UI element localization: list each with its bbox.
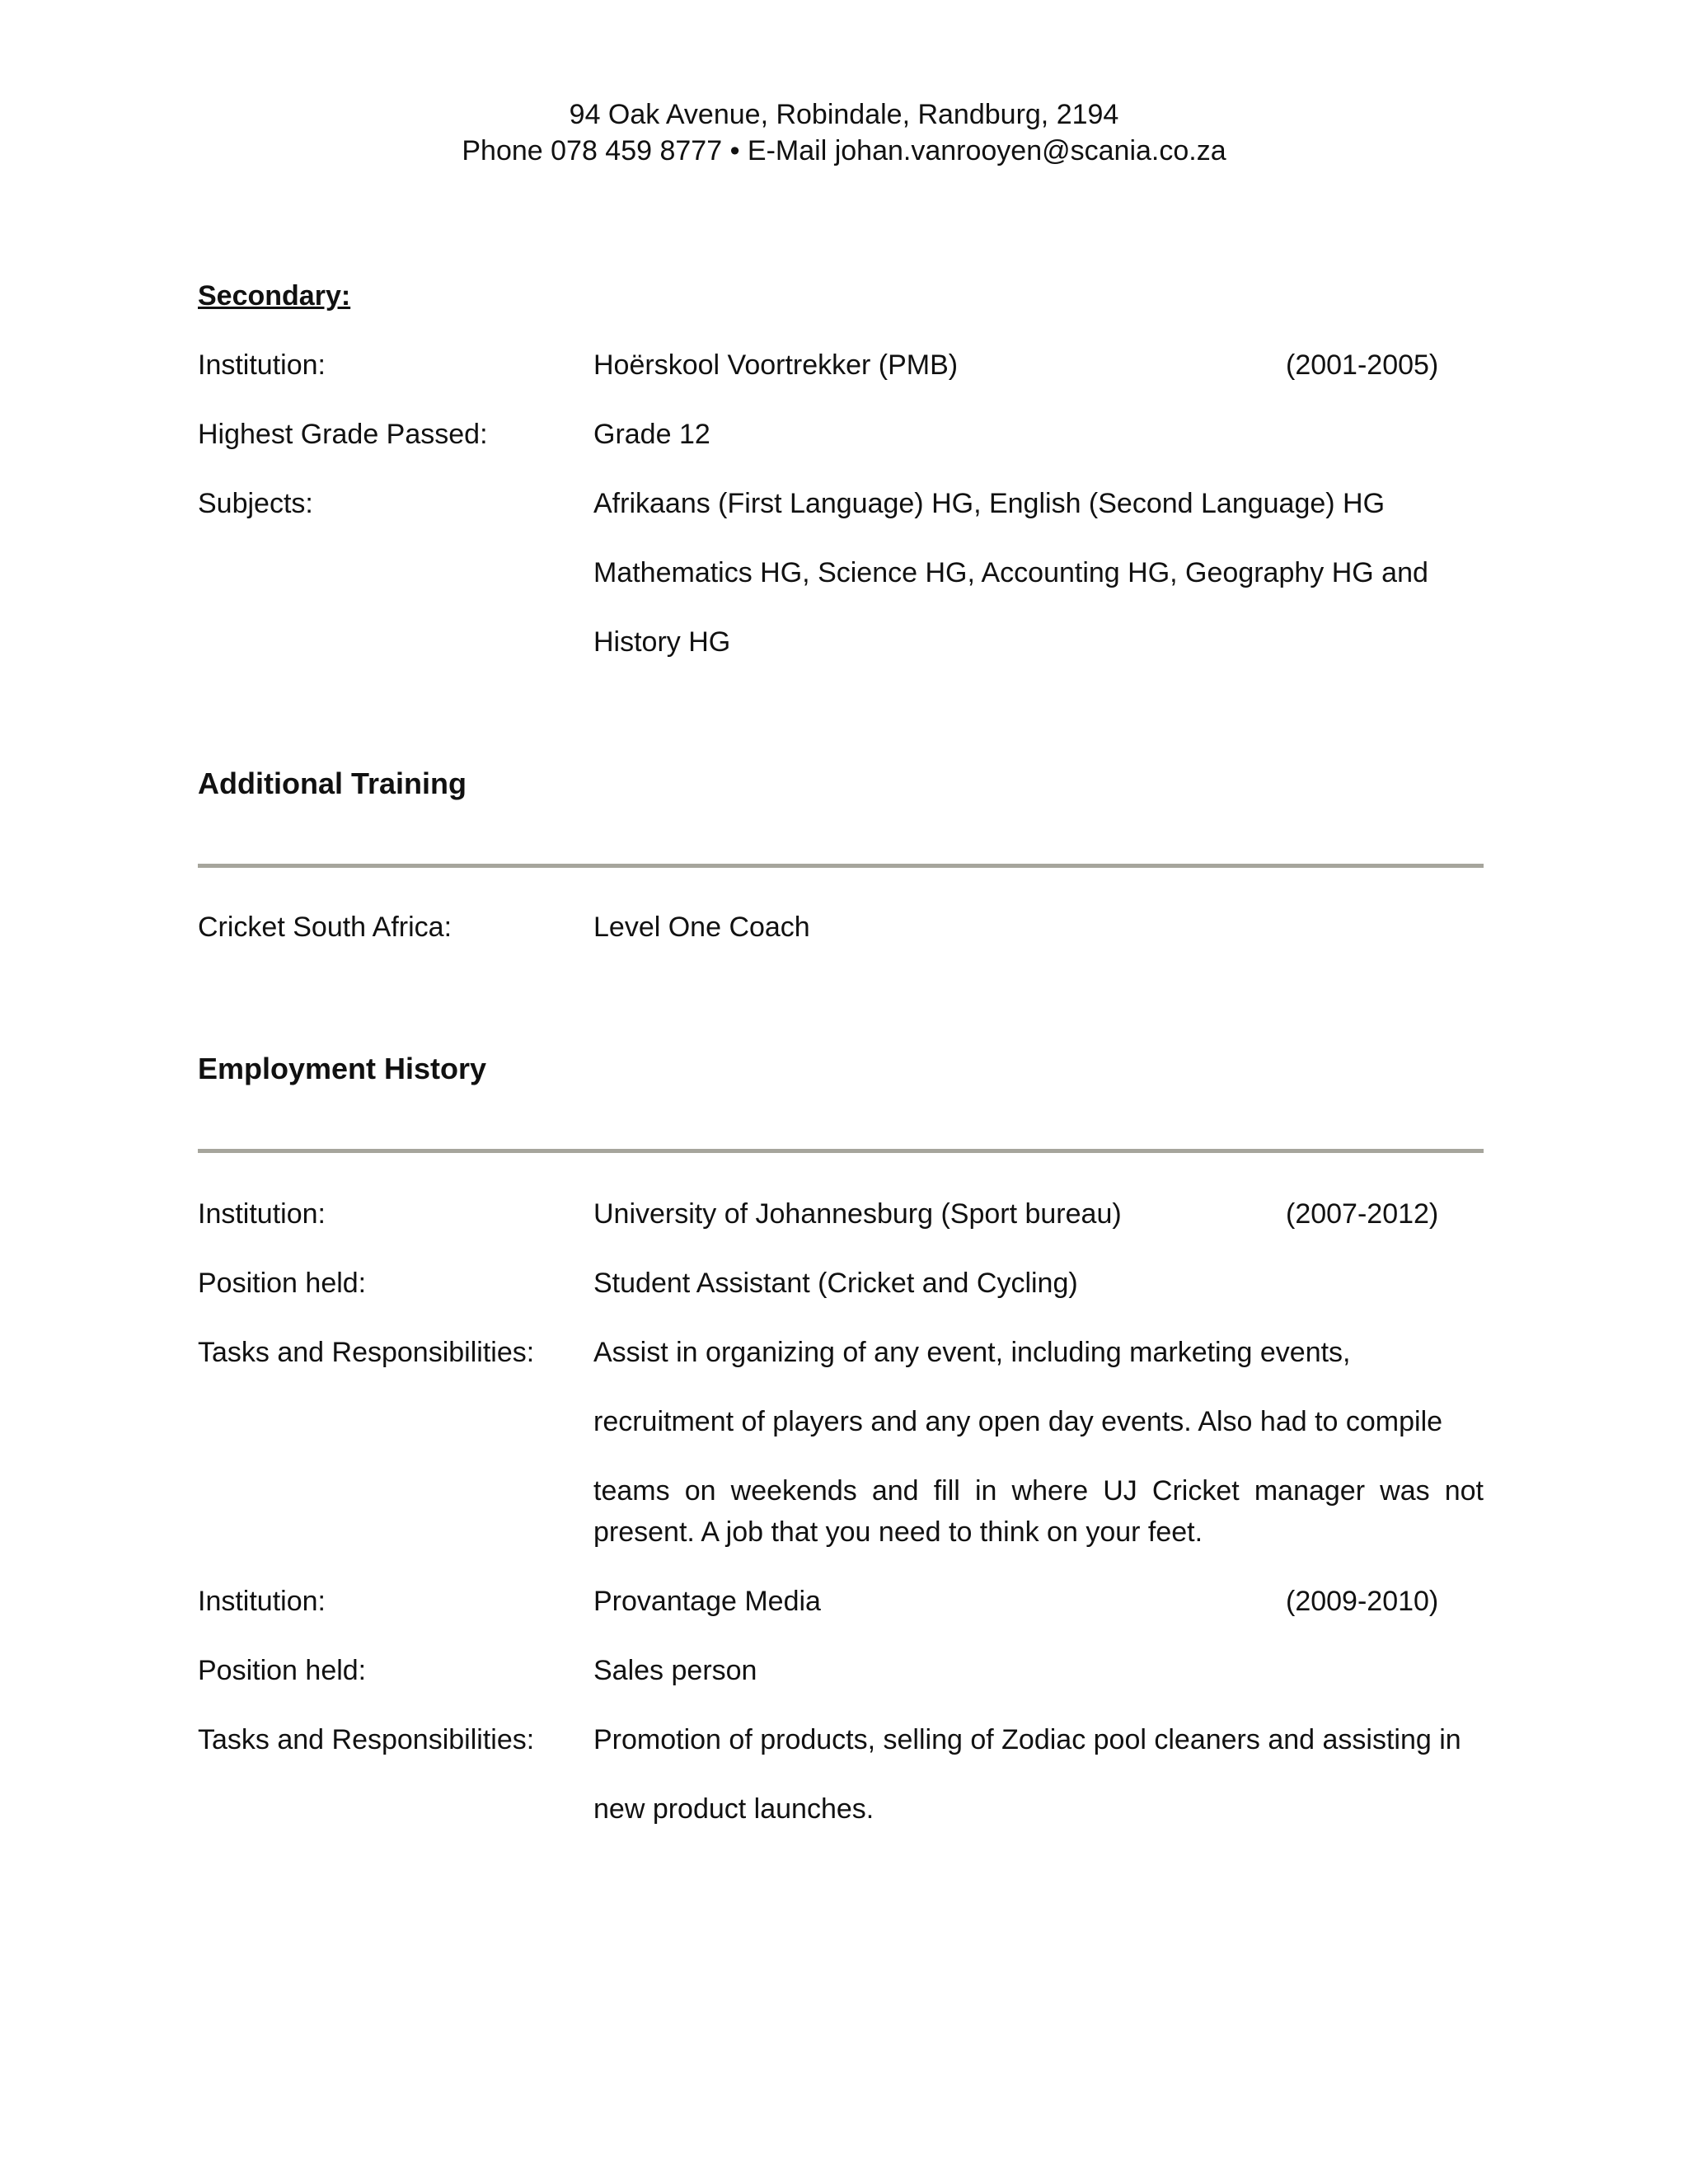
section-divider <box>198 864 1484 868</box>
secondary-institution-years: (2001-2005) <box>1286 349 1439 381</box>
job-tasks-label: Tasks and Responsibilities: <box>198 1724 535 1755</box>
secondary-institution-value: Hoërskool Voortrekker (PMB) <box>593 349 959 381</box>
secondary-subjects-line: Mathematics HG, Science HG, Accounting HG, Geography HG and <box>593 557 1428 588</box>
job-years: (2009-2010) <box>1286 1586 1439 1617</box>
secondary-institution-label: Institution: <box>198 349 326 381</box>
job-position-value: Sales person <box>593 1655 757 1686</box>
header-address: 94 Oak Avenue, Robindale, Randburg, 2194 <box>569 99 1119 130</box>
job-years: (2007-2012) <box>1286 1198 1439 1230</box>
secondary-subjects-line: Afrikaans (First Language) HG, English (Second Language) HG <box>593 488 1386 519</box>
job-tasks-line: Promotion of products, selling of Zodiac pool cleaners and assisting in <box>593 1724 1461 1755</box>
header-contact: Phone 078 459 8777 • E-Mail johan.vanrooyen@scania.co.za <box>462 135 1226 166</box>
job-position-value: Student Assistant (Cricket and Cycling) <box>593 1268 1078 1299</box>
secondary-heading: Secondary: <box>198 280 351 312</box>
secondary-grade-label: Highest Grade Passed: <box>198 419 488 450</box>
job-institution-label: Institution: <box>198 1198 326 1230</box>
job-tasks-line: teams on weekends and fill in where UJ Cricket manager was not <box>593 1475 1484 1507</box>
training-value: Level One Coach <box>593 912 810 943</box>
secondary-grade-value: Grade 12 <box>593 419 710 450</box>
secondary-subjects-line: History HG <box>593 626 731 658</box>
job-tasks-line: recruitment of players and any open day events. Also had to compile <box>593 1406 1443 1437</box>
job-tasks-label: Tasks and Responsibilities: <box>198 1337 535 1368</box>
employment-history-heading: Employment History <box>198 1052 487 1085</box>
job-tasks-line: present. A job that you need to think on your feet. <box>593 1516 1203 1548</box>
job-tasks-line: Assist in organizing of any event, including marketing events, <box>593 1337 1351 1368</box>
job-institution-value: University of Johannesburg (Sport bureau) <box>593 1198 1122 1230</box>
job-institution-value: Provantage Media <box>593 1586 821 1617</box>
additional-training-heading: Additional Training <box>198 766 467 800</box>
job-tasks-line: new product launches. <box>593 1793 874 1825</box>
training-label: Cricket South Africa: <box>198 912 452 943</box>
secondary-subjects-label: Subjects: <box>198 488 313 519</box>
job-position-label: Position held: <box>198 1268 367 1299</box>
section-divider <box>198 1149 1484 1153</box>
job-position-label: Position held: <box>198 1655 367 1686</box>
job-institution-label: Institution: <box>198 1586 326 1617</box>
